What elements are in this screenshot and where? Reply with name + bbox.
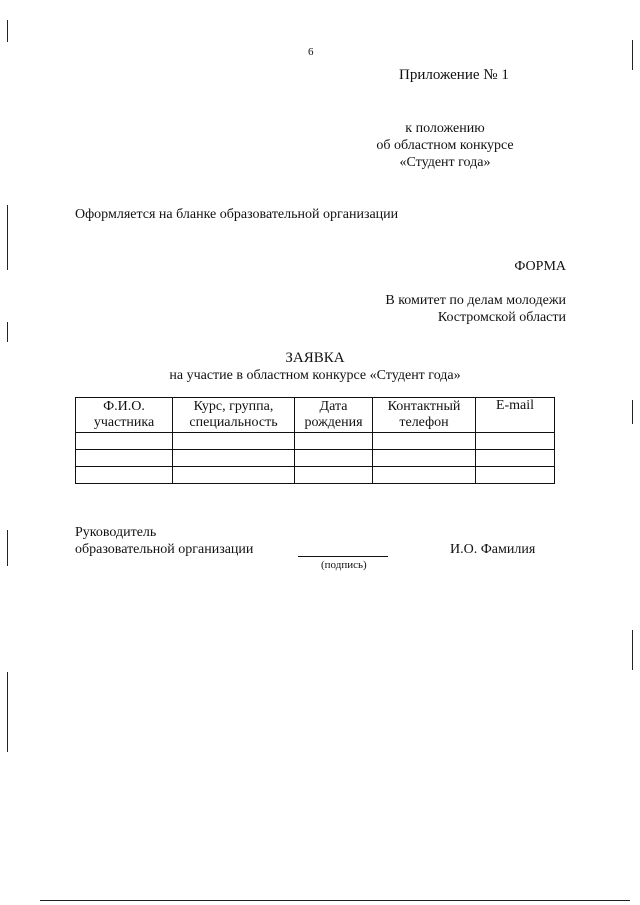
table-cell — [76, 467, 173, 484]
table-cell — [76, 433, 173, 450]
scan-edge-mark — [7, 20, 8, 42]
table-cell — [173, 467, 295, 484]
column-header-name — [76, 398, 173, 433]
column-header-email — [476, 398, 555, 433]
column-header-line: специальность — [189, 415, 278, 430]
signature-line — [298, 556, 388, 557]
column-header-line: Контактный — [387, 399, 461, 414]
addressee-line-2: Костромской области — [437, 310, 566, 325]
addressee — [330, 292, 566, 326]
table-cell — [373, 433, 476, 450]
table-cell — [295, 450, 373, 467]
document-title: ЗАЯВКА — [285, 350, 345, 366]
table-cell — [173, 433, 295, 450]
appendix-reference — [370, 120, 520, 171]
column-header-phone — [373, 398, 476, 433]
column-header-line: Дата — [319, 399, 348, 414]
column-header-course — [173, 398, 295, 433]
appendix-heading: Приложение № 1 — [399, 67, 509, 83]
column-header-birthdate — [295, 398, 373, 433]
column-header-line: телефон — [399, 415, 449, 430]
table-row — [76, 433, 555, 450]
scan-edge-mark — [632, 630, 633, 670]
table-header-row — [76, 398, 555, 433]
form-label: ФОРМА — [514, 259, 566, 274]
signatory-role — [75, 524, 253, 558]
table-cell — [295, 433, 373, 450]
scan-edge-mark — [40, 900, 630, 901]
signature-caption: (подпись) — [321, 559, 367, 571]
application-table — [75, 397, 555, 484]
table-cell — [373, 467, 476, 484]
scan-edge-mark — [632, 400, 633, 424]
table-cell — [476, 467, 555, 484]
appendix-reference-line-3: «Студент года» — [399, 155, 491, 170]
table-row — [76, 467, 555, 484]
scan-edge-mark — [7, 672, 8, 752]
scan-edge-mark — [7, 322, 8, 342]
table-cell — [295, 467, 373, 484]
page-number: 6 — [308, 46, 314, 58]
appendix-reference-line-1: к положению — [405, 121, 485, 136]
scan-edge-mark — [7, 530, 8, 566]
document-subtitle: на участие в областном конкурсе «Студент года» — [169, 368, 461, 383]
column-header-line: E-mail — [495, 398, 535, 413]
table-cell — [76, 450, 173, 467]
column-header-line: Ф.И.О. — [103, 399, 145, 414]
appendix-reference-line-2: об областном конкурсе — [376, 138, 514, 153]
table-row — [76, 450, 555, 467]
signatory-role-line-1: Руководитель — [75, 525, 157, 540]
table-cell — [173, 450, 295, 467]
letterhead-note: Оформляется на бланке образовательной организации — [75, 207, 399, 222]
column-header-line: рождения — [304, 415, 363, 430]
column-header-line: участника — [93, 415, 155, 430]
column-header-line: Курс, группа, — [193, 399, 274, 414]
addressee-line-1: В комитет по делам молодежи — [385, 293, 566, 308]
table-cell — [373, 450, 476, 467]
signatory-role-line-2: образовательной организации — [75, 542, 254, 557]
table-cell — [476, 450, 555, 467]
scan-edge-mark — [632, 40, 633, 70]
scan-edge-mark — [7, 205, 8, 270]
table-cell — [476, 433, 555, 450]
signatory-name: И.О. Фамилия — [450, 542, 536, 557]
